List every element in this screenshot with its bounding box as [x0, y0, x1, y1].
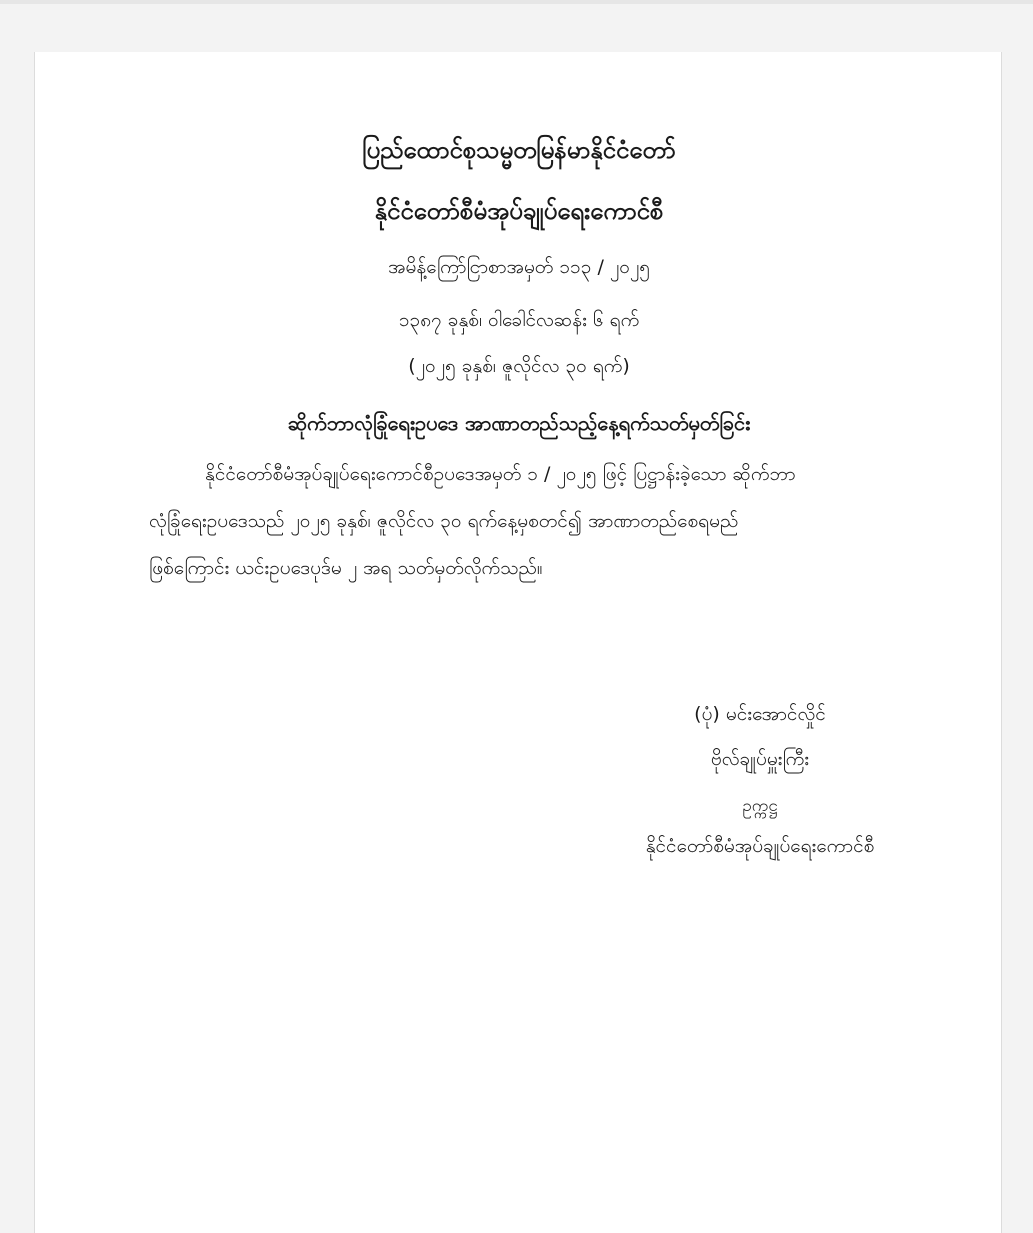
window-top-strip — [0, 0, 1033, 4]
body-line-1: နိုင်ငံတော်စီမံအုပ်ချုပ်ရေးကောင်စီဥပဒေအမှတ် ၁ / ၂၀၂၅ ဖြင့် ပြဋ္ဌာန်းခဲ့သော ဆိုက်ဘာ — [205, 463, 796, 485]
document-title-council: နိုင်ငံတော်စီမံအုပ်ချုပ်ရေးကောင်စီ — [374, 197, 664, 225]
date-myanmar-calendar: ၁၃၈၇ ခုနှစ်၊ ဝါခေါင်လဆန်း ၆ ရက် — [398, 309, 640, 331]
body-line-2: လုံခြုံရေးဥပဒေသည် ၂၀၂၅ ခုနှစ်၊ ဇူလိုင်လ ၃၀ ရက်နေ့မှစတင်၍ အာဏာတည်စေရမည် — [149, 510, 739, 532]
signature-name: (ပုံ) မင်းအောင်လှိုင် — [694, 703, 826, 725]
document-page — [34, 52, 1002, 1233]
document-title-country: ပြည်ထောင်စုသမ္မတမြန်မာနိုင်ငံတော် — [362, 136, 676, 164]
signature-organization: နိုင်ငံတော်စီမံအုပ်ချုပ်ရေးကောင်စီ — [645, 835, 875, 857]
signature-rank: ဗိုလ်ချုပ်မှူးကြီး — [710, 748, 810, 770]
document-subject: ဆိုက်ဘာလုံခြုံရေးဥပဒေ အာဏာတည်သည့်နေ့ရက်သတ်မှတ်ခြင်း — [287, 411, 751, 435]
body-line-3: ဖြစ်ကြောင်း ယင်းဥပဒေပုဒ်မ ၂ အရ သတ်မှတ်လိုက်သည်။ — [149, 557, 543, 579]
notice-number: အမိန့်ကြော်ငြာစာအမှတ် ၁၁၃ / ၂၀၂၅ — [388, 256, 650, 278]
signature-position: ဥက္ကဋ္ဌ — [742, 796, 778, 816]
date-gregorian: (၂၀၂၅ ခုနှစ်၊ ဇူလိုင်လ ၃၀ ရက်) — [408, 355, 630, 377]
